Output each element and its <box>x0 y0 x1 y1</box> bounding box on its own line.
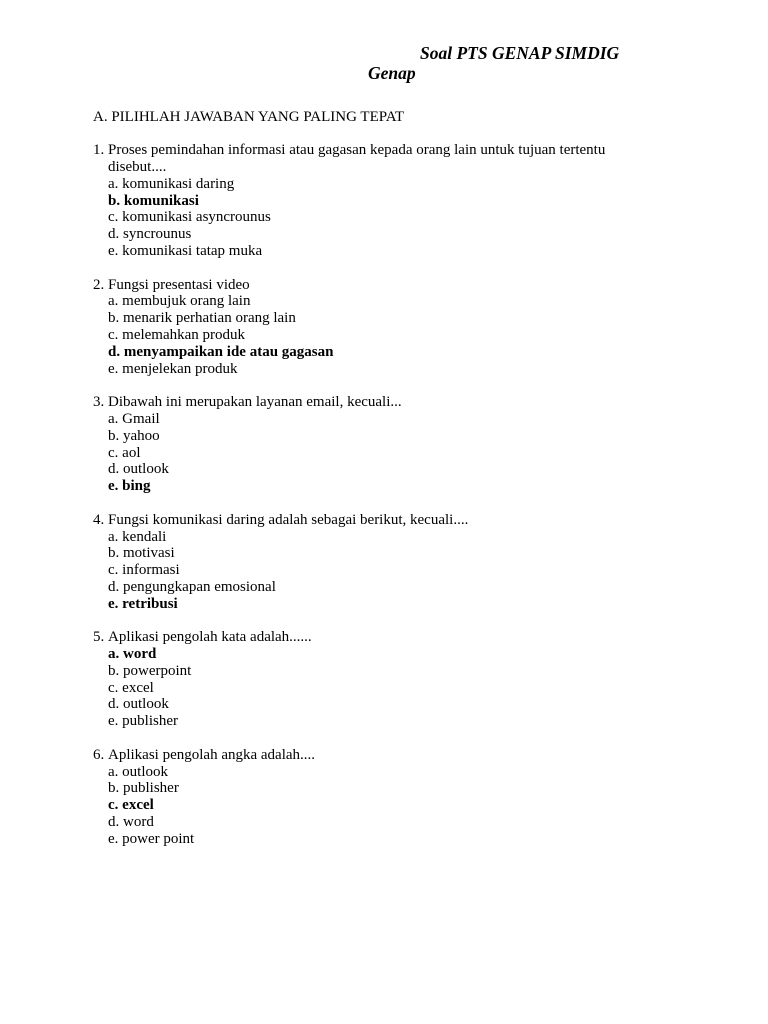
question-number: 6. <box>93 746 105 763</box>
option-d: d. syncrounus <box>108 226 192 243</box>
question-text: Aplikasi pengolah angka adalah.... <box>108 746 316 763</box>
spacer <box>93 125 733 142</box>
document-title-continued: Genap <box>368 62 416 83</box>
option-a: a. kendali <box>108 528 167 545</box>
option-a: a. outlook <box>108 763 168 780</box>
option-d: d. outlook <box>108 696 169 713</box>
question-header <box>93 277 733 294</box>
question-number: 3. <box>93 394 105 411</box>
option-d: d. pengungkapan emosional <box>108 578 276 595</box>
question-header <box>93 629 733 646</box>
question-section <box>93 109 733 865</box>
option-a: a. komunikasi daring <box>108 175 235 192</box>
option-d: d. outlook <box>108 461 169 478</box>
option-e: e. bing <box>108 478 151 495</box>
question-text: Aplikasi pengolah kata adalah...... <box>108 629 312 646</box>
option-a: a. word <box>108 646 157 663</box>
question-2 <box>93 277 733 378</box>
question-text-continued: disebut.... <box>108 158 167 175</box>
question-number: 1. <box>93 142 105 159</box>
option-b: b. powerpoint <box>108 662 192 679</box>
option-a: a. Gmail <box>108 410 160 427</box>
option-e: e. retribusi <box>108 595 178 612</box>
question-header <box>93 142 733 159</box>
option-b: b. motivasi <box>108 545 175 562</box>
question-header <box>93 747 733 764</box>
option-b: b. publisher <box>108 780 179 797</box>
option-c: c. aol <box>108 444 141 461</box>
option-e: e. komunikasi tatap muka <box>108 242 263 259</box>
question-5 <box>93 629 733 730</box>
option-c: c. excel <box>108 679 154 696</box>
option-c: c. excel <box>108 797 154 814</box>
option-d: d. word <box>108 814 154 831</box>
question-number: 4. <box>93 511 105 528</box>
question-number: 5. <box>93 629 105 646</box>
question-header <box>93 394 733 411</box>
section-heading: A. PILIHLAH JAWABAN YANG PALING TEPAT <box>93 108 405 125</box>
option-c: c. melemahkan produk <box>108 326 246 343</box>
document-title: Soal PTS GENAP SIMDIG <box>420 42 620 63</box>
question-number: 2. <box>93 276 105 293</box>
question-text: Fungsi presentasi video <box>108 276 250 293</box>
option-b: b. komunikasi <box>108 192 199 209</box>
option-e: e. publisher <box>108 713 178 730</box>
option-c: c. informasi <box>108 562 180 579</box>
question-text: Dibawah ini merupakan layanan email, kecuali... <box>108 394 402 411</box>
question-header <box>93 512 733 529</box>
option-b: b. yahoo <box>108 427 160 444</box>
question-4 <box>93 512 733 613</box>
option-e: e. menjelekan produk <box>108 360 238 377</box>
option-c: c. komunikasi asyncrounus <box>108 209 271 226</box>
option-d: d. menyampaikan ide atau gagasan <box>108 343 334 360</box>
question-6 <box>93 747 733 848</box>
option-b: b. menarik perhatian orang lain <box>108 310 296 327</box>
question-3 <box>93 394 733 495</box>
option-e: e. power point <box>108 830 195 847</box>
question-1 <box>93 142 733 260</box>
option-a: a. membujuk orang lain <box>108 293 251 310</box>
question-text: Fungsi komunikasi daring adalah sebagai berikut, kecuali.... <box>108 511 469 528</box>
question-text: Proses pemindahan informasi atau gagasan kepada orang lain untuk tujuan tertentu <box>108 142 606 159</box>
